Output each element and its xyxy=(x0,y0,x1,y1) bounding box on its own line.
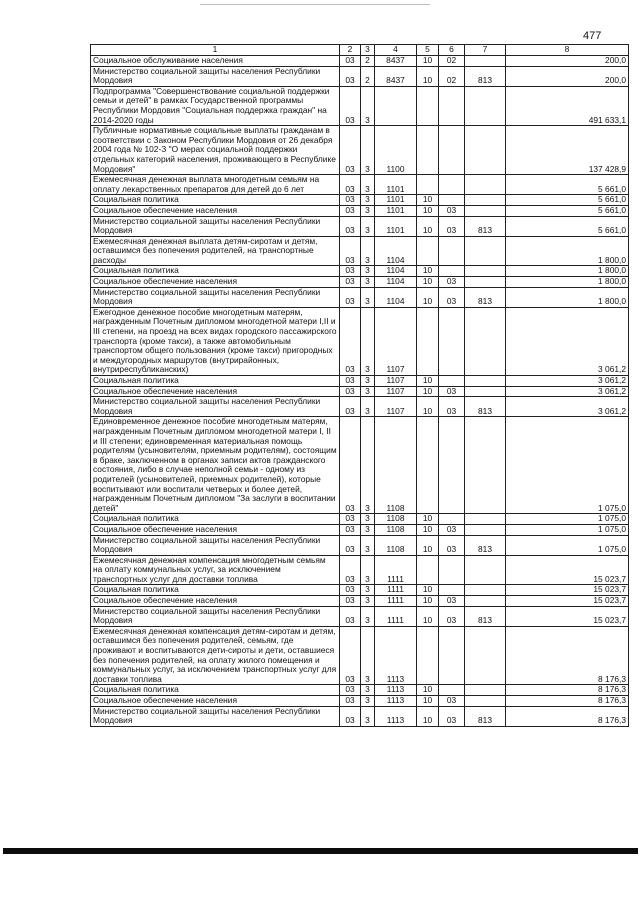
cell-code-2: 03 xyxy=(340,606,361,626)
cell-code-2: 03 xyxy=(340,205,361,216)
cell-amount: 5 661,0 xyxy=(506,195,629,206)
header-col-2: 2 xyxy=(340,45,361,56)
row-name: Социальное обеспечение населения xyxy=(91,524,340,535)
cell-code-5: 10 xyxy=(417,685,439,696)
cell-code-2: 03 xyxy=(340,596,361,607)
table-row xyxy=(91,696,629,707)
cell-code-3: 3 xyxy=(361,606,375,626)
cell-code-6: 02 xyxy=(439,66,465,86)
cell-code-4: 1108 xyxy=(375,524,417,535)
row-name: Министерство социальной защиты населения Республики Мордовия xyxy=(91,287,340,307)
cell-code-2: 03 xyxy=(340,585,361,596)
header-col-5: 5 xyxy=(417,45,439,56)
table-row xyxy=(91,376,629,387)
cell-code-4: 1104 xyxy=(375,287,417,307)
cell-code-5: 10 xyxy=(417,376,439,387)
cell-code-4: 8437 xyxy=(375,66,417,86)
cell-code-5 xyxy=(417,236,439,266)
cell-code-5: 10 xyxy=(417,216,439,236)
table-row xyxy=(91,175,629,195)
cell-code-5 xyxy=(417,307,439,375)
cell-code-2: 03 xyxy=(340,397,361,417)
cell-code-6 xyxy=(439,555,465,585)
row-name: Ежемесячная денежная выплата детям-сиротам и детям, оставшимся без попечения родителей, на транспортные расходы xyxy=(91,236,340,266)
row-name: Социальная политика xyxy=(91,195,340,206)
cell-code-6: 02 xyxy=(439,56,465,67)
cell-code-7: 813 xyxy=(465,397,506,417)
cell-code-4: 8437 xyxy=(375,56,417,67)
cell-amount: 15 023,7 xyxy=(506,555,629,585)
cell-code-7 xyxy=(465,555,506,585)
cell-code-6 xyxy=(439,175,465,195)
row-name: Ежемесячная денежная выплата многодетным семьям на оплату лекарственных препаратов для детей до 6 лет xyxy=(91,175,340,195)
table-row xyxy=(91,86,629,125)
cell-code-2: 03 xyxy=(340,287,361,307)
cell-code-7: 813 xyxy=(465,216,506,236)
cell-amount: 1 800,0 xyxy=(506,287,629,307)
cell-code-5 xyxy=(417,555,439,585)
header-col-6: 6 xyxy=(439,45,465,56)
table-row xyxy=(91,535,629,555)
row-name: Социальная политика xyxy=(91,514,340,525)
cell-code-4: 1100 xyxy=(375,126,417,175)
cell-code-7: 813 xyxy=(465,287,506,307)
cell-code-3: 3 xyxy=(361,287,375,307)
cell-code-2: 03 xyxy=(340,126,361,175)
cell-code-3: 3 xyxy=(361,555,375,585)
cell-code-2: 03 xyxy=(340,56,361,67)
cell-code-4: 1113 xyxy=(375,696,417,707)
table-row xyxy=(91,555,629,585)
cell-code-7 xyxy=(465,307,506,375)
budget-table xyxy=(90,44,629,727)
cell-code-7 xyxy=(465,277,506,288)
cell-code-2: 03 xyxy=(340,685,361,696)
cell-code-2: 03 xyxy=(340,417,361,514)
cell-code-3: 3 xyxy=(361,266,375,277)
cell-code-7 xyxy=(465,86,506,125)
cell-code-5: 10 xyxy=(417,596,439,607)
cell-code-4: 1107 xyxy=(375,307,417,375)
cell-code-3: 3 xyxy=(361,86,375,125)
cell-code-2: 03 xyxy=(340,626,361,685)
row-name: Министерство социальной защиты населения Республики Мордовия xyxy=(91,66,340,86)
cell-code-6: 03 xyxy=(439,277,465,288)
cell-code-5: 10 xyxy=(417,514,439,525)
cell-amount: 200,0 xyxy=(506,56,629,67)
table-body xyxy=(91,56,629,727)
cell-code-7 xyxy=(465,585,506,596)
row-name: Социальное обеспечение населения xyxy=(91,696,340,707)
cell-code-3: 3 xyxy=(361,685,375,696)
cell-code-3: 3 xyxy=(361,126,375,175)
cell-code-2: 03 xyxy=(340,706,361,726)
table-row xyxy=(91,596,629,607)
cell-code-2: 03 xyxy=(340,696,361,707)
table-row xyxy=(91,524,629,535)
cell-code-2: 03 xyxy=(340,66,361,86)
cell-code-3: 3 xyxy=(361,386,375,397)
row-name: Социальное обеспечение населения xyxy=(91,277,340,288)
table-row xyxy=(91,417,629,514)
cell-code-4: 1108 xyxy=(375,514,417,525)
cell-code-5: 10 xyxy=(417,266,439,277)
cell-code-2: 03 xyxy=(340,514,361,525)
table-row xyxy=(91,626,629,685)
table-row xyxy=(91,307,629,375)
cell-amount: 1 800,0 xyxy=(506,266,629,277)
cell-code-5: 10 xyxy=(417,66,439,86)
cell-code-5: 10 xyxy=(417,386,439,397)
cell-code-6 xyxy=(439,514,465,525)
scan-edge-line xyxy=(200,4,430,5)
table-row xyxy=(91,195,629,206)
row-name: Социальное обслуживание населения xyxy=(91,56,340,67)
cell-code-2: 03 xyxy=(340,277,361,288)
cell-code-2: 03 xyxy=(340,535,361,555)
cell-code-4: 1113 xyxy=(375,626,417,685)
row-name: Министерство социальной защиты населения Республики Мордовия xyxy=(91,216,340,236)
cell-code-6: 03 xyxy=(439,606,465,626)
cell-code-7 xyxy=(465,205,506,216)
cell-amount: 8 176,3 xyxy=(506,696,629,707)
cell-code-4: 1104 xyxy=(375,277,417,288)
table-row xyxy=(91,236,629,266)
cell-code-6 xyxy=(439,417,465,514)
cell-code-6: 03 xyxy=(439,205,465,216)
table-row xyxy=(91,56,629,67)
cell-code-3: 3 xyxy=(361,626,375,685)
cell-amount: 1 075,0 xyxy=(506,417,629,514)
cell-amount: 1 075,0 xyxy=(506,514,629,525)
cell-code-4: 1107 xyxy=(375,386,417,397)
row-name: Министерство социальной защиты населения Республики Мордовия xyxy=(91,606,340,626)
cell-code-4: 1111 xyxy=(375,585,417,596)
header-col-4: 4 xyxy=(375,45,417,56)
header-col-7: 7 xyxy=(465,45,506,56)
cell-code-4: 1108 xyxy=(375,417,417,514)
cell-amount: 8 176,3 xyxy=(506,706,629,726)
cell-code-3: 3 xyxy=(361,236,375,266)
cell-code-4: 1101 xyxy=(375,195,417,206)
cell-code-4: 1101 xyxy=(375,175,417,195)
row-name: Социальное обеспечение населения xyxy=(91,596,340,607)
cell-code-6: 03 xyxy=(439,696,465,707)
cell-code-3: 3 xyxy=(361,175,375,195)
cell-code-4: 1104 xyxy=(375,266,417,277)
cell-code-4: 1104 xyxy=(375,236,417,266)
cell-amount: 3 061,2 xyxy=(506,386,629,397)
row-name: Публичные нормативные социальные выплаты гражданам в соответствии с Законом Республики Мордовия от 26 декабря 2004 года № 102-З "О мерах социальной поддержки отдельных категорий населения, проживающего в Республике Мордовия" xyxy=(91,126,340,175)
cell-code-2: 03 xyxy=(340,195,361,206)
row-name: Социальное обеспечение населения xyxy=(91,205,340,216)
header-col-1: 1 xyxy=(91,45,340,56)
table-header-row xyxy=(91,45,629,56)
cell-code-4: 1111 xyxy=(375,596,417,607)
cell-code-6: 03 xyxy=(439,535,465,555)
cell-code-5: 10 xyxy=(417,205,439,216)
table-row xyxy=(91,266,629,277)
cell-code-7 xyxy=(465,376,506,387)
table-row xyxy=(91,287,629,307)
table-row xyxy=(91,386,629,397)
table-row xyxy=(91,277,629,288)
cell-amount: 8 176,3 xyxy=(506,626,629,685)
cell-code-6: 03 xyxy=(439,706,465,726)
cell-code-6 xyxy=(439,685,465,696)
cell-code-4: 1107 xyxy=(375,376,417,387)
row-name: Ежемесячная денежная компенсация многодетным семьям на оплату коммунальных услуг, за исключением транспортных услуг для доставки топлива xyxy=(91,555,340,585)
table-row xyxy=(91,205,629,216)
cell-code-6 xyxy=(439,126,465,175)
cell-code-5: 10 xyxy=(417,535,439,555)
row-name: Подпрограмма "Совершенствование социальной поддержки семьи и детей" в рамках Государственной программы Республики Мордовия "Социальная поддержка граждан" на 2014-2020 годы xyxy=(91,86,340,125)
cell-amount: 1 075,0 xyxy=(506,535,629,555)
row-name: Единовременное денежное пособие многодетным матерям, награжденным Почетным дипломом многодетной матери I, II и III степени; единовременная материальная помощь родителям (усыновителям, приемным родителям), состоящим в браке, заключенном в органах записи актов гражданского состояния, либо в случае неполной семьи - одному из родителей (усыновителей, приемных родителей), которые воспитывают или воспитали четверых и более детей, награжденным Почетным дипломом "За заслуги в воспитании детей" xyxy=(91,417,340,514)
cell-code-5: 10 xyxy=(417,606,439,626)
cell-code-6: 03 xyxy=(439,386,465,397)
cell-code-6: 03 xyxy=(439,596,465,607)
cell-code-3: 3 xyxy=(361,696,375,707)
cell-code-6 xyxy=(439,86,465,125)
cell-code-3: 3 xyxy=(361,585,375,596)
cell-code-7 xyxy=(465,514,506,525)
cell-code-3: 2 xyxy=(361,66,375,86)
cell-code-3: 3 xyxy=(361,596,375,607)
cell-code-6: 03 xyxy=(439,287,465,307)
cell-code-7: 813 xyxy=(465,535,506,555)
cell-code-2: 03 xyxy=(340,555,361,585)
cell-code-4: 1111 xyxy=(375,606,417,626)
cell-code-5: 10 xyxy=(417,397,439,417)
cell-code-7 xyxy=(465,56,506,67)
cell-code-5 xyxy=(417,417,439,514)
cell-code-7 xyxy=(465,417,506,514)
cell-code-5 xyxy=(417,86,439,125)
cell-code-5: 10 xyxy=(417,706,439,726)
cell-code-6 xyxy=(439,376,465,387)
cell-code-6: 03 xyxy=(439,524,465,535)
cell-code-2: 03 xyxy=(340,266,361,277)
cell-code-5: 10 xyxy=(417,195,439,206)
cell-amount: 15 023,7 xyxy=(506,585,629,596)
header-col-3: 3 xyxy=(361,45,375,56)
cell-amount: 3 061,2 xyxy=(506,307,629,375)
cell-code-7 xyxy=(465,266,506,277)
cell-code-7 xyxy=(465,386,506,397)
cell-code-2: 03 xyxy=(340,307,361,375)
cell-code-3: 3 xyxy=(361,376,375,387)
cell-amount: 3 061,2 xyxy=(506,376,629,387)
cell-code-4: 1107 xyxy=(375,397,417,417)
cell-code-7 xyxy=(465,596,506,607)
cell-code-7 xyxy=(465,236,506,266)
row-name: Социальное обеспечение населения xyxy=(91,386,340,397)
cell-code-5 xyxy=(417,126,439,175)
cell-amount: 3 061,2 xyxy=(506,397,629,417)
row-name: Министерство социальной защиты населения Республики Мордовия xyxy=(91,535,340,555)
cell-amount: 8 176,3 xyxy=(506,685,629,696)
table-row xyxy=(91,66,629,86)
cell-code-7 xyxy=(465,685,506,696)
cell-code-2: 03 xyxy=(340,86,361,125)
row-name: Социальная политика xyxy=(91,266,340,277)
cell-code-6 xyxy=(439,236,465,266)
header-col-8: 8 xyxy=(506,45,629,56)
table-row xyxy=(91,397,629,417)
cell-code-2: 03 xyxy=(340,524,361,535)
cell-code-3: 3 xyxy=(361,535,375,555)
cell-code-4: 1113 xyxy=(375,685,417,696)
cell-code-2: 03 xyxy=(340,376,361,387)
cell-code-7 xyxy=(465,524,506,535)
table-row xyxy=(91,585,629,596)
cell-code-2: 03 xyxy=(340,386,361,397)
row-name: Ежемесячная денежная компенсация детям-сиротам и детям, оставшимся без попечения родителей, семьям, где проживают и воспитываются дети-сироты и дети, оставшиеся без попечения родителей, на оплату жилого помещения и коммунальных услуг, за исключением транспортных услуг для доставки топлива xyxy=(91,626,340,685)
row-name: Министерство социальной защиты населения Республики Мордовия xyxy=(91,706,340,726)
cell-amount: 491 633,1 xyxy=(506,86,629,125)
cell-code-2: 03 xyxy=(340,175,361,195)
row-name: Социальная политика xyxy=(91,685,340,696)
cell-amount: 1 800,0 xyxy=(506,277,629,288)
cell-amount: 1 800,0 xyxy=(506,236,629,266)
cell-code-3: 3 xyxy=(361,205,375,216)
cell-code-3: 3 xyxy=(361,417,375,514)
cell-amount: 5 661,0 xyxy=(506,216,629,236)
cell-code-6: 03 xyxy=(439,216,465,236)
cell-code-6: 03 xyxy=(439,397,465,417)
cell-code-2: 03 xyxy=(340,236,361,266)
row-name: Министерство социальной защиты населения Республики Мордовия xyxy=(91,397,340,417)
cell-code-5: 10 xyxy=(417,277,439,288)
cell-code-7: 813 xyxy=(465,706,506,726)
cell-code-3: 3 xyxy=(361,514,375,525)
cell-code-4: 1113 xyxy=(375,706,417,726)
cell-code-5: 10 xyxy=(417,287,439,307)
cell-code-5 xyxy=(417,175,439,195)
table-row xyxy=(91,126,629,175)
cell-code-3: 3 xyxy=(361,397,375,417)
cell-amount: 5 661,0 xyxy=(506,175,629,195)
table-row xyxy=(91,606,629,626)
cell-code-5: 10 xyxy=(417,524,439,535)
cell-code-4: 1108 xyxy=(375,535,417,555)
cell-code-7: 813 xyxy=(465,606,506,626)
cell-code-6 xyxy=(439,307,465,375)
table-row xyxy=(91,216,629,236)
row-name: Социальная политика xyxy=(91,376,340,387)
cell-code-6 xyxy=(439,585,465,596)
cell-code-6 xyxy=(439,195,465,206)
cell-code-3: 3 xyxy=(361,277,375,288)
cell-code-5: 10 xyxy=(417,56,439,67)
cell-amount: 137 428,9 xyxy=(506,126,629,175)
row-name: Социальная политика xyxy=(91,585,340,596)
cell-code-3: 3 xyxy=(361,706,375,726)
table-row xyxy=(91,685,629,696)
cell-code-7 xyxy=(465,195,506,206)
cell-code-5 xyxy=(417,626,439,685)
cell-code-4: 1101 xyxy=(375,205,417,216)
cell-code-2: 03 xyxy=(340,216,361,236)
cell-code-4 xyxy=(375,86,417,125)
table-row xyxy=(91,706,629,726)
cell-code-4: 1111 xyxy=(375,555,417,585)
page-number: 477 xyxy=(583,30,602,42)
cell-amount: 200,0 xyxy=(506,66,629,86)
cell-amount: 1 075,0 xyxy=(506,524,629,535)
cell-code-7 xyxy=(465,626,506,685)
table-row xyxy=(91,514,629,525)
cell-code-7: 813 xyxy=(465,66,506,86)
cell-amount: 5 661,0 xyxy=(506,205,629,216)
cell-code-3: 2 xyxy=(361,56,375,67)
cell-code-3: 3 xyxy=(361,524,375,535)
scan-bottom-bar xyxy=(3,848,638,854)
cell-code-4: 1101 xyxy=(375,216,417,236)
cell-amount: 15 023,7 xyxy=(506,596,629,607)
row-name: Ежегодное денежное пособие многодетным матерям, награжденным Почетным дипломом многодетной матери I,II и III степени, на проезд на всех видах городского пассажирского транспорта (кроме такси), а также автомобильным транспортом общего пользования (кроме такси) пригородных и междугородных маршрутов (внутрирайонных, внутриреспубликанских) xyxy=(91,307,340,375)
cell-code-7 xyxy=(465,175,506,195)
cell-code-3: 3 xyxy=(361,216,375,236)
cell-code-3: 3 xyxy=(361,195,375,206)
cell-code-3: 3 xyxy=(361,307,375,375)
cell-code-7 xyxy=(465,126,506,175)
cell-code-7 xyxy=(465,696,506,707)
cell-amount: 15 023,7 xyxy=(506,606,629,626)
cell-code-5: 10 xyxy=(417,696,439,707)
cell-code-6 xyxy=(439,626,465,685)
cell-code-6 xyxy=(439,266,465,277)
cell-code-5: 10 xyxy=(417,585,439,596)
